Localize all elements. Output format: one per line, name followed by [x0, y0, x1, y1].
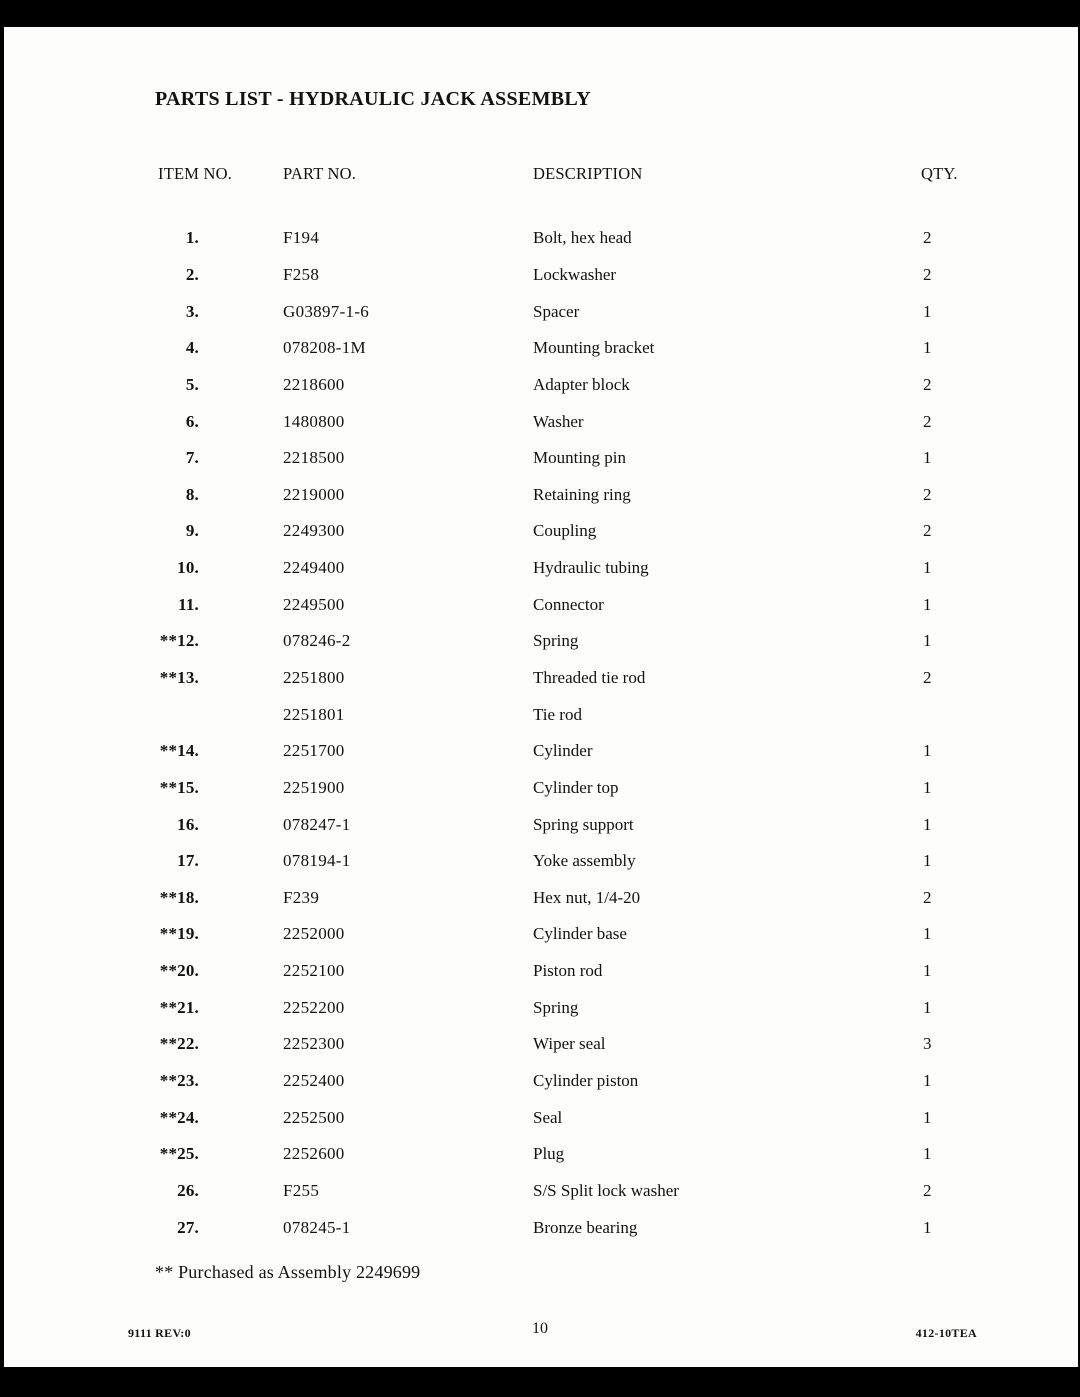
qty-cell: 1	[923, 741, 932, 761]
part-no-cell: F194	[283, 228, 320, 248]
qty-cell: 1	[923, 961, 932, 981]
qty-cell: 1	[923, 1217, 932, 1237]
part-no-cell: 2218600	[283, 374, 345, 394]
item-no-cell: **25.	[159, 1144, 199, 1164]
qty-cell: 2	[923, 484, 932, 504]
scan-bottom-edge	[0, 1367, 1080, 1397]
qty-cell: 1	[923, 924, 932, 944]
qty-cell: 1	[923, 777, 932, 797]
item-no-cell: 17.	[177, 851, 199, 871]
table-row	[130, 770, 953, 807]
description-cell: Spring	[533, 631, 579, 651]
part-no-cell: 2249300	[283, 521, 345, 541]
qty-cell: 2	[923, 411, 932, 431]
part-no-cell: 2252400	[283, 1071, 345, 1091]
description-cell: Adapter block	[533, 374, 630, 394]
part-no-cell: 078245-1	[283, 1217, 351, 1237]
description-cell: Cylinder	[533, 741, 593, 761]
description-cell: S/S Split lock washer	[533, 1180, 679, 1200]
assembly-footnote: ** Purchased as Assembly 2249699	[155, 1262, 421, 1282]
part-no-cell: 078247-1	[283, 814, 351, 834]
qty-cell: 1	[923, 1071, 932, 1091]
part-no-cell: 2252200	[283, 997, 345, 1017]
item-no-cell: 11.	[178, 594, 199, 614]
item-no-cell: 8.	[185, 484, 199, 504]
item-no-cell: **15.	[159, 777, 199, 797]
qty-cell: 2	[923, 374, 932, 394]
table-row	[130, 916, 953, 953]
qty-cell: 2	[923, 264, 932, 284]
part-no-cell: 2249400	[283, 558, 345, 578]
qty-cell: 2	[923, 228, 932, 248]
table-row	[130, 843, 953, 880]
part-no-cell: 078194-1	[283, 851, 351, 871]
description-cell: Piston rod	[533, 961, 603, 981]
table-row	[130, 660, 953, 697]
scan-top-edge	[0, 0, 1080, 27]
part-no-cell: F255	[283, 1180, 320, 1200]
column-header-qty: QTY.	[921, 164, 958, 183]
footer-doc-code: 412-10TEA	[915, 1326, 977, 1340]
description-cell: Spring support	[533, 814, 634, 834]
table-row	[130, 989, 953, 1026]
part-no-cell: 2252600	[283, 1144, 345, 1164]
item-no-cell: 3.	[185, 301, 199, 321]
table-row	[130, 257, 953, 294]
item-no-cell: **18.	[159, 887, 199, 907]
table-row	[130, 1209, 953, 1246]
description-cell: Tie rod	[533, 704, 582, 724]
table-row	[130, 696, 953, 733]
qty-cell: 2	[923, 668, 932, 687]
table-row	[130, 293, 953, 330]
item-no-cell: **23.	[159, 1071, 199, 1091]
item-no-cell: 9.	[185, 521, 199, 541]
description-cell: Cylinder top	[533, 777, 619, 797]
description-cell: Retaining ring	[533, 484, 631, 504]
part-no-cell: 2252500	[283, 1107, 345, 1127]
table-row	[130, 330, 953, 367]
description-cell: Cylinder piston	[533, 1071, 639, 1091]
scan-left-edge	[0, 0, 4, 1397]
table-row	[130, 806, 953, 843]
description-cell: Connector	[533, 594, 604, 614]
footer-page-number: 10	[532, 1320, 548, 1337]
table-row	[130, 513, 953, 550]
table-row	[130, 880, 953, 917]
parts-table-body	[130, 220, 953, 1246]
table-row	[130, 476, 953, 513]
description-cell: Yoke assembly	[533, 851, 636, 871]
qty-cell: 1	[923, 814, 932, 834]
description-cell: Bronze bearing	[533, 1217, 638, 1237]
description-cell: Lockwasher	[533, 264, 617, 284]
table-row	[130, 1099, 953, 1136]
qty-cell: 1	[923, 1107, 932, 1127]
qty-cell: 1	[923, 594, 932, 614]
part-no-cell: 078208-1M	[283, 338, 366, 358]
part-no-cell: G03897-1-6	[283, 301, 370, 321]
column-header-description: DESCRIPTION	[533, 164, 643, 183]
qty-cell: 1	[923, 558, 932, 578]
item-no-cell: 10.	[177, 558, 199, 578]
part-no-cell: 2251700	[283, 741, 345, 761]
description-cell: Spring	[533, 997, 579, 1017]
part-no-cell: 078246-2	[283, 631, 351, 651]
part-no-cell: F258	[283, 264, 320, 284]
part-no-cell: 2252100	[283, 961, 345, 981]
description-cell: Hex nut, 1/4-20	[533, 887, 641, 907]
description-cell: Bolt, hex head	[533, 228, 632, 248]
item-no-cell: 2.	[185, 264, 199, 284]
table-row	[130, 367, 953, 404]
part-no-cell: 2251800	[283, 668, 345, 687]
description-cell: Hydraulic tubing	[533, 558, 649, 578]
item-no-cell: 27.	[177, 1217, 199, 1237]
description-cell: Seal	[533, 1107, 563, 1127]
part-no-cell: 2249500	[283, 594, 345, 614]
description-cell: Spacer	[533, 301, 580, 321]
item-no-cell: 6.	[185, 411, 199, 431]
table-row	[130, 440, 953, 477]
table-row	[130, 623, 953, 660]
qty-cell: 1	[923, 851, 932, 871]
part-no-cell: 2251801	[283, 704, 345, 724]
table-header-row	[130, 164, 958, 184]
description-cell: Plug	[533, 1144, 565, 1164]
part-no-cell: 2218500	[283, 448, 345, 468]
description-cell: Mounting bracket	[533, 338, 655, 358]
item-no-cell: **20.	[159, 961, 199, 981]
table-row	[130, 1026, 953, 1063]
qty-cell: 3	[923, 1034, 932, 1054]
item-no-cell: **12.	[159, 631, 199, 651]
table-row	[130, 550, 953, 587]
qty-cell: 1	[923, 631, 932, 651]
item-no-cell: **22.	[159, 1034, 199, 1054]
qty-cell: 1	[923, 997, 932, 1017]
table-row	[130, 586, 953, 623]
part-no-cell: 2251900	[283, 777, 345, 797]
description-cell: Washer	[533, 411, 584, 431]
description-cell: Cylinder base	[533, 924, 627, 944]
item-no-cell: 26.	[177, 1180, 199, 1200]
qty-cell: 1	[923, 448, 932, 468]
part-no-cell: 2252300	[283, 1034, 345, 1054]
item-no-cell: 16.	[177, 814, 199, 834]
item-no-cell: **13.	[159, 668, 199, 687]
qty-cell: 1	[923, 1144, 932, 1164]
part-no-cell: 2252000	[283, 924, 345, 944]
description-cell: Wiper seal	[533, 1034, 606, 1054]
part-no-cell: 1480800	[283, 411, 345, 431]
qty-cell: 2	[923, 887, 932, 907]
item-no-cell: 1.	[185, 228, 199, 248]
footer-revision: 9111 REV:0	[128, 1326, 191, 1340]
table-row	[130, 1136, 953, 1173]
item-no-cell: **14.	[159, 741, 199, 761]
table-row	[130, 733, 953, 770]
item-no-cell: 5.	[185, 374, 199, 394]
column-header-part-no: PART NO.	[283, 164, 357, 183]
qty-cell: 2	[923, 521, 932, 541]
item-no-cell: **21.	[159, 997, 199, 1017]
part-no-cell: F239	[283, 887, 320, 907]
qty-cell: 1	[923, 301, 932, 321]
item-no-cell: **24.	[159, 1107, 199, 1127]
qty-cell: 1	[923, 338, 932, 358]
description-cell: Mounting pin	[533, 448, 627, 468]
table-row	[130, 403, 953, 440]
part-no-cell: 2219000	[283, 484, 345, 504]
column-header-item-no: ITEM NO.	[158, 164, 233, 183]
qty-cell: 2	[923, 1180, 932, 1200]
item-no-cell: 4.	[185, 338, 199, 358]
description-cell: Threaded tie rod	[533, 668, 646, 687]
page-title: PARTS LIST - HYDRAULIC JACK ASSEMBLY	[155, 88, 591, 110]
item-no-cell: **19.	[159, 924, 199, 944]
table-row	[130, 220, 953, 257]
table-row	[130, 953, 953, 990]
item-no-cell: 7.	[185, 448, 199, 468]
description-cell: Coupling	[533, 521, 597, 541]
table-row	[130, 1063, 953, 1100]
table-row	[130, 1173, 953, 1210]
